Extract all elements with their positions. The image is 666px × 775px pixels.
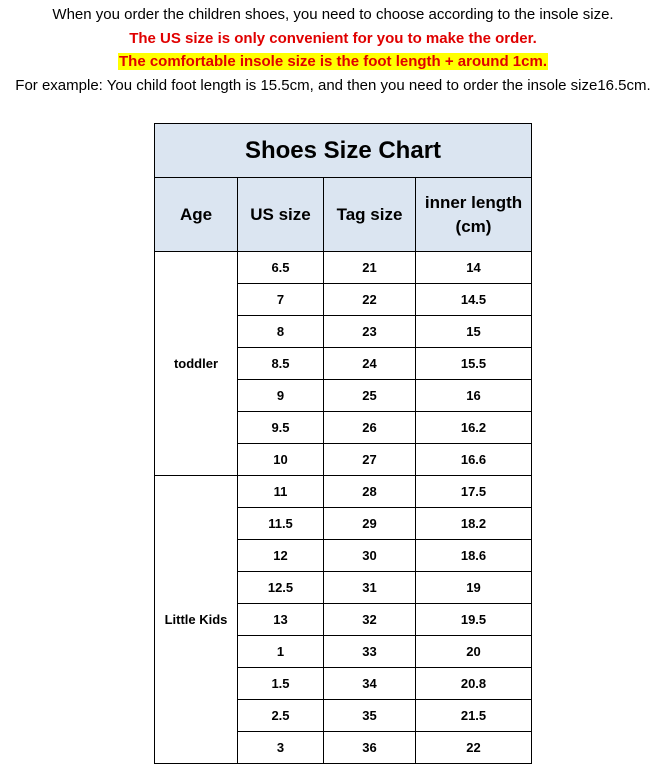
size-chart-body xyxy=(155,252,532,764)
tag-size-cell: 31 xyxy=(324,572,416,604)
size-chart-title: Shoes Size Chart xyxy=(155,124,532,178)
table-row xyxy=(155,252,532,284)
us-size-cell: 6.5 xyxy=(238,252,324,284)
inner-length-cell: 19.5 xyxy=(416,604,532,636)
us-size-cell: 11.5 xyxy=(238,508,324,540)
age-group-cell: toddler xyxy=(155,252,238,476)
tag-size-cell: 35 xyxy=(324,700,416,732)
us-size-cell: 13 xyxy=(238,604,324,636)
tag-size-cell: 28 xyxy=(324,476,416,508)
us-size-cell: 11 xyxy=(238,476,324,508)
note-comfort-rule xyxy=(0,53,666,71)
inner-length-cell: 18.6 xyxy=(416,540,532,572)
note-example: For example: You child foot length is 15.5cm, and then you need to order the insole size16.5cm. xyxy=(15,77,651,94)
inner-length-cell: 16.2 xyxy=(416,412,532,444)
us-size-cell: 9.5 xyxy=(238,412,324,444)
size-chart-table xyxy=(154,123,532,764)
tag-size-cell: 25 xyxy=(324,380,416,412)
tag-size-cell: 27 xyxy=(324,444,416,476)
us-size-cell: 1 xyxy=(238,636,324,668)
us-size-cell: 9 xyxy=(238,380,324,412)
us-size-cell: 12 xyxy=(238,540,324,572)
note-us-size-warning: The US size is only convenient for you to make the order. xyxy=(129,30,537,47)
header-age: Age xyxy=(155,178,238,252)
inner-length-cell: 16.6 xyxy=(416,444,532,476)
tag-size-cell: 23 xyxy=(324,316,416,348)
us-size-cell: 8 xyxy=(238,316,324,348)
note-insole-instruction: When you order the children shoes, you need to choose according to the insole size. xyxy=(52,6,614,23)
tag-size-cell: 30 xyxy=(324,540,416,572)
us-size-cell: 3 xyxy=(238,732,324,764)
inner-length-cell: 14 xyxy=(416,252,532,284)
tag-size-cell: 26 xyxy=(324,412,416,444)
inner-length-cell: 18.2 xyxy=(416,508,532,540)
note-comfort-rule-highlight: The comfortable insole size is the foot length + around 1cm. xyxy=(119,53,547,70)
inner-length-cell: 19 xyxy=(416,572,532,604)
age-group-cell: Little Kids xyxy=(155,476,238,764)
inner-length-cell: 21.5 xyxy=(416,700,532,732)
inner-length-cell: 22 xyxy=(416,732,532,764)
tag-size-cell: 21 xyxy=(324,252,416,284)
tag-size-cell: 33 xyxy=(324,636,416,668)
tag-size-cell: 32 xyxy=(324,604,416,636)
inner-length-cell: 17.5 xyxy=(416,476,532,508)
tag-size-cell: 29 xyxy=(324,508,416,540)
inner-length-cell: 15 xyxy=(416,316,532,348)
tag-size-cell: 36 xyxy=(324,732,416,764)
table-row xyxy=(155,476,532,508)
tag-size-cell: 24 xyxy=(324,348,416,380)
us-size-cell: 10 xyxy=(238,444,324,476)
us-size-cell: 7 xyxy=(238,284,324,316)
inner-length-cell: 15.5 xyxy=(416,348,532,380)
us-size-cell: 12.5 xyxy=(238,572,324,604)
us-size-cell: 1.5 xyxy=(238,668,324,700)
tag-size-cell: 34 xyxy=(324,668,416,700)
us-size-cell: 2.5 xyxy=(238,700,324,732)
inner-length-cell: 14.5 xyxy=(416,284,532,316)
header-inner-length: inner length (cm) xyxy=(416,178,532,252)
us-size-cell: 8.5 xyxy=(238,348,324,380)
inner-length-cell: 20 xyxy=(416,636,532,668)
header-us-size: US size xyxy=(238,178,324,252)
tag-size-cell: 22 xyxy=(324,284,416,316)
header-tag-size: Tag size xyxy=(324,178,416,252)
inner-length-cell: 16 xyxy=(416,380,532,412)
inner-length-cell: 20.8 xyxy=(416,668,532,700)
